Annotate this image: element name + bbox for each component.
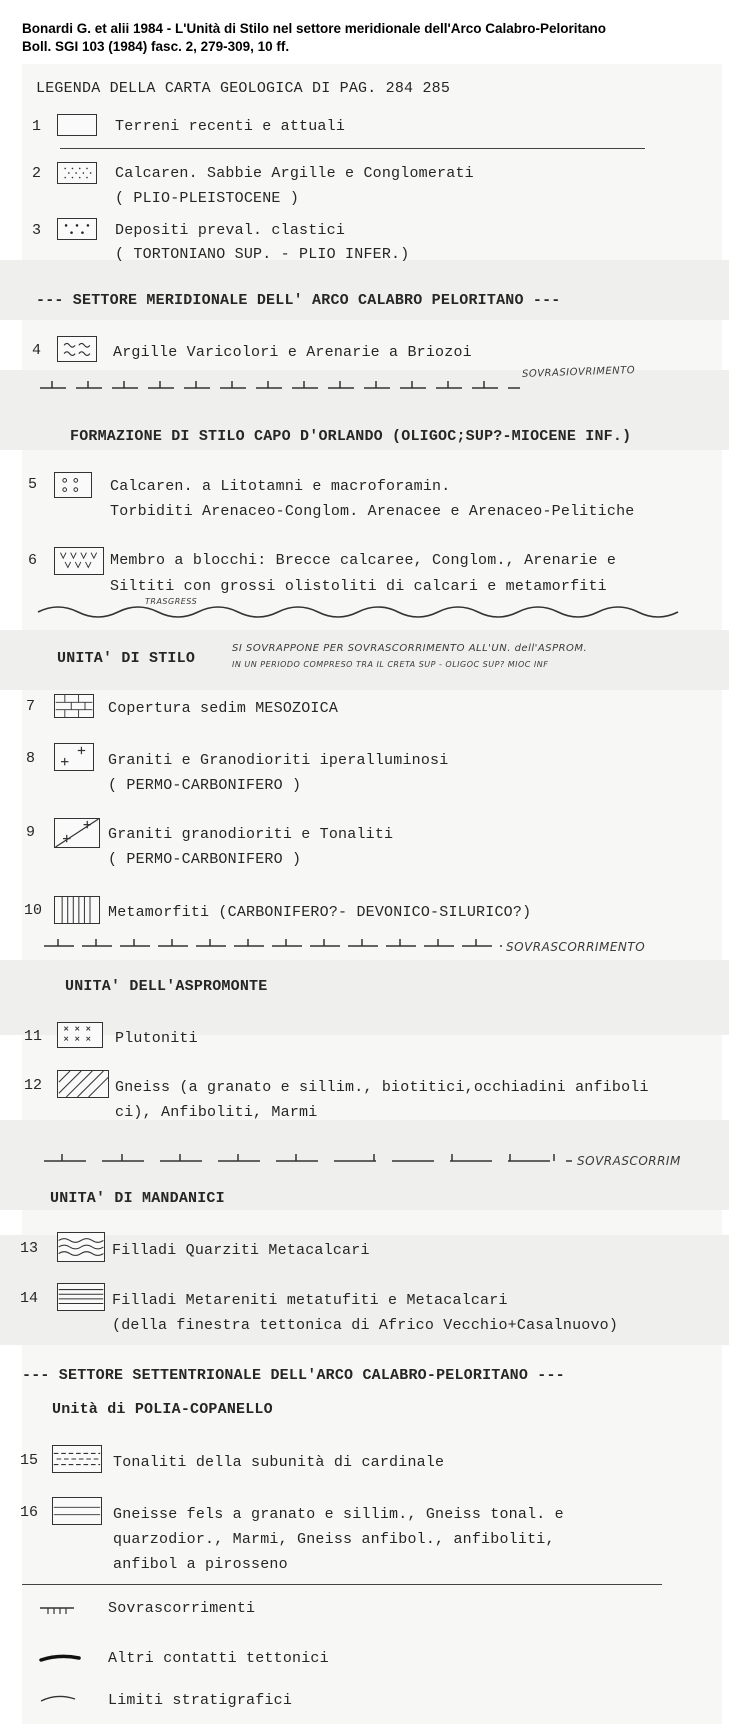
symbol-fine-dots: [57, 162, 97, 184]
symbol-label: Sovrascorrimenti: [108, 1600, 256, 1617]
section-subheading: Unità di POLIA-COPANELLO: [52, 1401, 273, 1418]
symbol-wavy: [57, 336, 97, 362]
symbol-crosses: [54, 743, 94, 771]
scan-shade: [0, 960, 729, 1035]
thrust-line: [40, 380, 520, 394]
item-number: 10: [24, 902, 43, 919]
handwritten-note: SOVRASCORRIMENTO: [506, 940, 646, 954]
tectonic-contact-symbol-icon: [40, 1652, 80, 1666]
divider: [22, 1584, 662, 1585]
legend-text: Argille Varicolori e Arenarie a Briozoi: [113, 344, 472, 361]
item-number: 9: [26, 824, 36, 841]
item-number: 15: [20, 1452, 39, 1469]
legend-subtext: Siltiti con grossi olistoliti di calcari e metamorfiti: [110, 578, 607, 595]
legend-text: Depositi preval. clastici: [115, 222, 346, 239]
legend-subtext: ( TORTONIANO SUP. - PLIO INFER.): [115, 246, 410, 263]
thrust-line: [44, 938, 502, 952]
legend-text: Terreni recenti e attuali: [115, 118, 346, 135]
symbol-horizontal-lines: [57, 1283, 105, 1311]
section-heading: UNITA' DELL'ASPROMONTE: [65, 978, 268, 995]
symbol-vertical-lines: [54, 896, 100, 924]
item-number: 12: [24, 1077, 43, 1094]
legend-subtext: ci), Anfiboliti, Marmi: [115, 1104, 318, 1121]
legend-subtext: (della finestra tettonica di Africo Vecchio+Casalnuovo): [112, 1317, 619, 1334]
legend-text: Graniti granodioriti e Tonaliti: [108, 826, 394, 843]
item-number: 14: [20, 1290, 39, 1307]
legend-text: Gneisse fels a granato e sillim., Gneiss tonal. e: [113, 1506, 564, 1523]
legend-subtext: quarzodior., Marmi, Gneiss anfibol., anfiboliti,: [113, 1531, 555, 1548]
symbol-label: Altri contatti tettonici: [108, 1650, 329, 1667]
legend-text: Graniti e Granodioriti iperalluminosi: [108, 752, 449, 769]
section-heading: --- SETTORE SETTENTRIONALE DELL'ARCO CALABRO-PELORITANO ---: [22, 1367, 565, 1384]
handwritten-note: TRASGRESS: [145, 597, 198, 606]
symbol-wavy-lines: [57, 1232, 105, 1262]
legend-text: Plutoniti: [115, 1030, 198, 1047]
legend-subtext: ( PLIO-PLEISTOCENE ): [115, 190, 300, 207]
handwritten-note: SOVRASCORRIM: [577, 1154, 681, 1168]
item-number: 5: [28, 476, 38, 493]
item-number: 7: [26, 698, 36, 715]
section-heading: UNITA' DI MANDANICI: [50, 1190, 225, 1207]
legend-text: Gneiss (a granato e sillim., biotitici,occhiadini anfiboli: [115, 1079, 649, 1096]
thrust-line: [44, 1153, 572, 1167]
item-number: 4: [32, 342, 42, 359]
legend-text: Tonaliti della subunità di cardinale: [113, 1454, 445, 1471]
legend-title: LEGENDA DELLA CARTA GEOLOGICA DI PAG. 284 285: [36, 80, 451, 97]
citation-line-1: Bonardi G. et alii 1984 - L'Unità di Stilo nel settore meridionale dell'Arco Calabro-Peloritano: [22, 21, 607, 36]
symbol-label: Limiti stratigrafici: [108, 1692, 293, 1709]
section-heading: --- SETTORE MERIDIONALE DELL' ARCO CALABRO PELORITANO ---: [36, 292, 561, 309]
symbol-x-pattern: [57, 1022, 103, 1048]
item-number: 8: [26, 750, 36, 767]
symbol-v-pattern: [54, 547, 104, 575]
item-number: 11: [24, 1028, 43, 1045]
legend-text: Filladi Quarziti Metacalcari: [112, 1242, 370, 1259]
section-heading: UNITA' DI STILO: [57, 650, 196, 667]
item-number: 16: [20, 1504, 39, 1521]
legend-text: Calcaren. a Litotamni e macroforamin.: [110, 478, 451, 495]
symbol-crosses-diagonal: [54, 818, 100, 848]
legend-subtext: anfibol a pirosseno: [113, 1556, 288, 1573]
symbol-blank: [57, 114, 97, 136]
thrust-symbol-icon: [40, 1604, 74, 1618]
legend-text: Metamorfiti (CARBONIFERO?- DEVONICO-SILURICO?): [108, 904, 532, 921]
symbol-diagonal-hatch: [57, 1070, 109, 1098]
legend-text: Copertura sedim MESOZOICA: [108, 700, 339, 717]
item-number: 3: [32, 222, 42, 239]
item-number: 2: [32, 165, 42, 182]
citation-line-2: Boll. SGI 103 (1984) fasc. 2, 279-309, 10 ff.: [22, 39, 290, 54]
symbol-circles: [54, 472, 92, 498]
handwritten-note: SI SOVRAPPONE PER SOVRASCORRIMENTO ALL'UN. dell'ASPROM.: [232, 643, 588, 654]
symbol-coarse-dots: [57, 218, 97, 240]
legend-subtext: ( PERMO-CARBONIFERO ): [108, 777, 302, 794]
stratigraphic-wavy-line: [38, 598, 678, 622]
symbol-sparse-horizontal-lines: [52, 1497, 102, 1525]
divider: [60, 148, 645, 149]
symbol-dashed-lines: [52, 1445, 102, 1473]
legend-text: Filladi Metareniti metatufiti e Metacalcari: [112, 1292, 508, 1309]
handwritten-note: SOVRASIOVRIMENTO: [521, 365, 636, 380]
legend-subtext: ( PERMO-CARBONIFERO ): [108, 851, 302, 868]
scan-shade: [0, 260, 729, 320]
legend-text: Calcaren. Sabbie Argille e Conglomerati: [115, 165, 474, 182]
item-number: 6: [28, 552, 38, 569]
item-number: 1: [32, 118, 42, 135]
legend-text: Membro a blocchi: Brecce calcaree, Conglom., Arenarie e: [110, 552, 617, 569]
stratigraphic-limit-symbol-icon: [40, 1692, 76, 1706]
item-number: 13: [20, 1240, 39, 1257]
symbol-bricks: [54, 694, 94, 718]
handwritten-note: IN UN PERIODO COMPRESO TRA IL CRETA SUP - OLIGOC SUP? MIOC INF: [232, 660, 549, 669]
legend-subtext: Torbiditi Arenaceo-Conglom. Arenacee e Arenaceo-Pelitiche: [110, 503, 635, 520]
section-heading: FORMAZIONE DI STILO CAPO D'ORLANDO (OLIGOC;SUP?-MIOCENE INF.): [70, 428, 632, 445]
